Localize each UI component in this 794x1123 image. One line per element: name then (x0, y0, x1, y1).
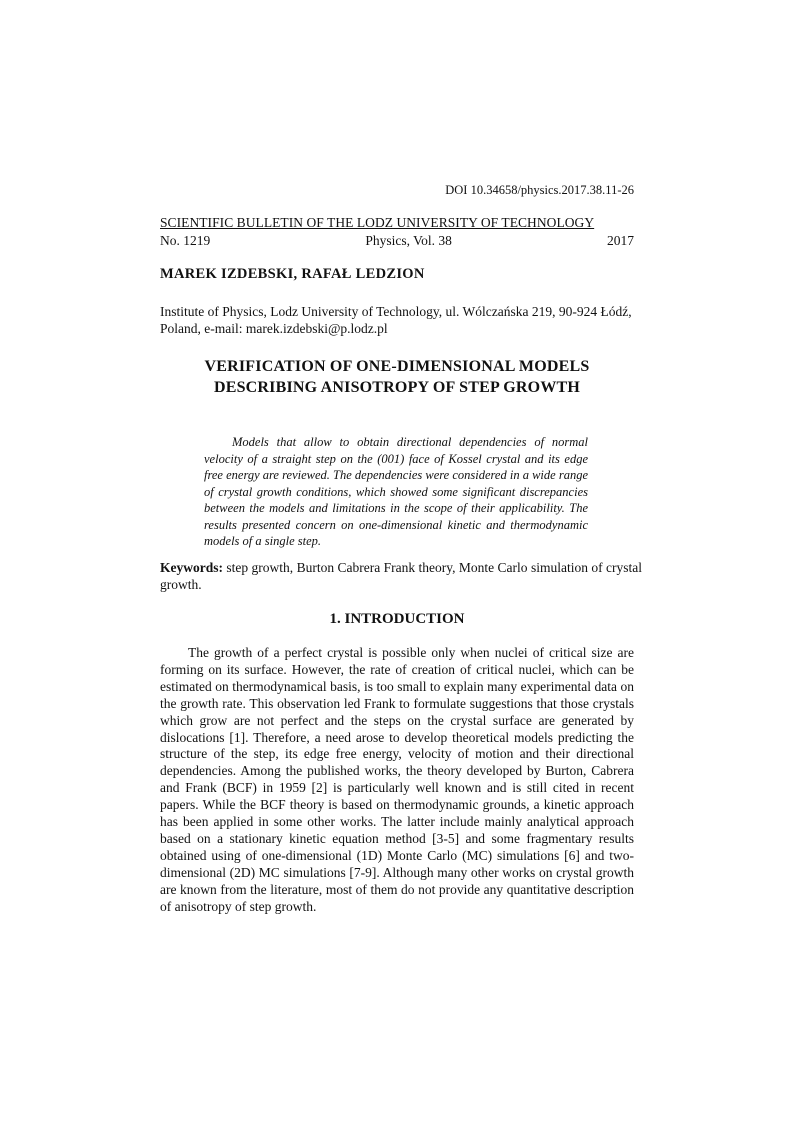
keywords-label: Keywords: (160, 560, 223, 575)
authors: MAREK IZDEBSKI, RAFAŁ LEDZION (160, 266, 425, 282)
issue-number: No. 1219 (160, 233, 211, 248)
issue-year: 2017 (607, 233, 634, 248)
paper-title (160, 356, 634, 398)
journal-name: SCIENTIFIC BULLETIN OF THE LODZ UNIVERSITY OF TECHNOLOGY (160, 215, 595, 230)
doi-line: DOI 10.34658/physics.2017.38.11-26 (445, 183, 634, 197)
section-heading: 1. INTRODUCTION (329, 611, 465, 627)
keywords-text: step growth, Burton Cabrera Frank theory, Monte Carlo simulation of crystal growth. (160, 560, 642, 592)
intro-paragraph: The growth of a perfect crystal is possible only when nuclei of critical size are forming on its surface. However, the rate of creation of critical nuclei, which can be estimated on thermodynamical basis, is too small to explain many experimental data on the growth rate. This observation led Frank to formulate suggestions that those crystals which grow are not perfect and the steps on the crystal surface are generated by dislocations [1]. Therefore, a need arose to develop theoretical models predicting the structure of the step, its edge free energy, velocity of motion and their directional dependencies. Among the published works, the theory developed by Burton, Cabrera and Frank (BCF) in 1959 [2] is particularly well known and is still cited in recent papers. While the BCF theory is based on thermodynamic grounds, a kinetic approach has been applied in some other works. The latter include mainly analytical approach based on a stationary kinetic equation method [3-5] and some fragmentary results obtained using of one-dimensional (1D) Monte Carlo (MC) simulations [6] and two-dimensional (2D) MC simulations [7-9]. Although many other works on crystal growth are known from the literature, most of them do not provide any quantitative description of anisotropy of step growth. (160, 645, 634, 914)
issue-volume: Physics, Vol. 38 (365, 233, 452, 248)
title-line-2: DESCRIBING ANISOTROPY OF STEP GROWTH (213, 379, 581, 396)
keywords (160, 559, 642, 593)
issue-line (160, 233, 634, 249)
abstract: Models that allow to obtain directional dependencies of normal velocity of a straight step on the (001) face of Kossel crystal and its edge free energy are reviewed. The dependencies were considered in a wide range of crystal growth conditions, which showed some significant discrepancies between the models and limitations in the scope of their applicability. The results presented concern on one-dimensional kinetic and thermodynamic models of a single step. (204, 435, 588, 548)
affiliation: Institute of Physics, Lodz University of Technology, ul. Wólczańska 219, 90-924 Łódź, Poland, e-mail: marek.izdebski@p.lodz.pl (160, 304, 632, 336)
title-line-1: VERIFICATION OF ONE-DIMENSIONAL MODELS (204, 358, 590, 375)
